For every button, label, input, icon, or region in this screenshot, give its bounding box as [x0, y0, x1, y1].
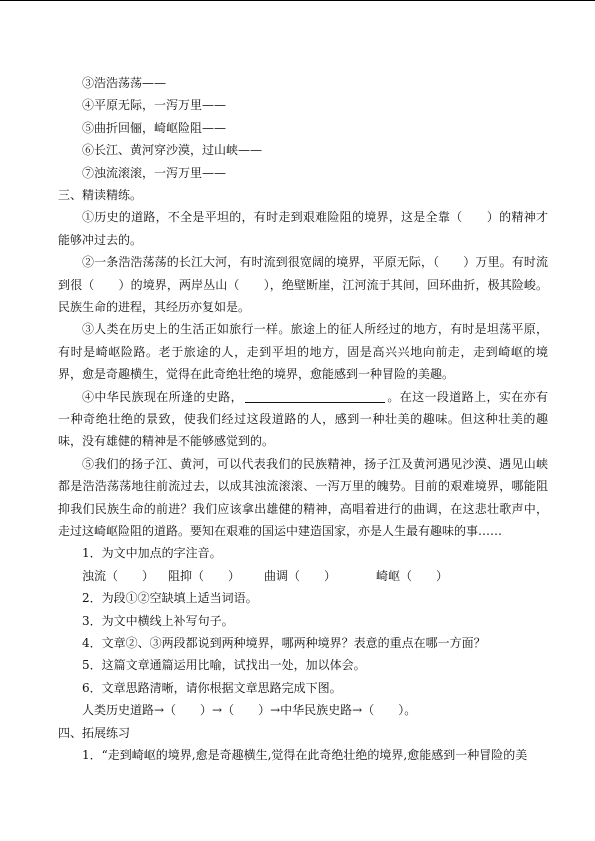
question-1: 1．为文中加点的字注音。	[82, 546, 222, 561]
question-4: 4．文章②、③两段都说到两种境界，哪两种境界？表意的重点在哪一方面？	[82, 636, 486, 650]
pinyin-item: 崎岖（ ）	[376, 568, 449, 583]
top-border	[0, 0, 595, 1]
fill-blank-line[interactable]	[245, 389, 385, 403]
section-3-title: 三、精读精练。	[58, 187, 143, 202]
document-page	[58, 72, 548, 766]
paragraph-4	[58, 386, 548, 453]
question-3: 3．为文中横线上补写句子。	[82, 613, 234, 628]
pinyin-row	[58, 565, 548, 587]
extension-question-1: 1．“走到崎岖的境界,愈是奇趣横生,觉得在此奇绝壮绝的境界,愈能感到一种冒险的美	[82, 747, 528, 762]
paragraph-4-rest: 。在这一段道路上，实在亦有一种奇绝壮绝的景致，使我们经过这段道路的人，感到一种壮美的趣味。但这种壮美的趣味，没有雄健的精神是不能够感觉到的。	[58, 389, 548, 449]
list-item: ③浩浩荡荡——	[82, 76, 167, 90]
paragraph-3: ③人类在历史上的生活正如旅行一样。旅途上的征人所经过的地方，有时是坦荡平原，有时是崎岖险路。老于旅途的人，走到平坦的地方，固是高兴兴地向前走，走到崎岖的境界，愈是奇趣横生，觉得在此奇绝壮绝的境界，愈能感到一种冒险的美趣。	[58, 322, 548, 382]
question-2: 2．为段①②空缺填上适当词语。	[82, 591, 258, 606]
paragraph-4-start: ④中华民族现在所逢的史路，	[82, 389, 243, 404]
list-item: ④平原无际，一泻万里——	[82, 98, 227, 113]
question-6: 6．文章思路清晰，请你根据文章思路完成下图。	[82, 680, 342, 695]
flow-diagram-text: 人类历史道路→（ ）→（ ）→中华民族史路→（ ）。	[82, 703, 417, 718]
question-5: 5．这篇文章通篇运用比喻，试找出一处，加以体会。	[82, 658, 366, 673]
pinyin-item: 阻抑（ ）	[168, 568, 241, 583]
list-item: ⑤曲折回俪，崎岖险阻——	[82, 120, 227, 135]
list-item: ⑦浊流滚滚，一泻万里——	[82, 165, 227, 180]
list-item: ⑥长江、黄河穿沙漠，过山峡——	[82, 143, 263, 158]
paragraph-5: ⑤我们的扬子江、黄河，可以代表我们的民族精神，扬子江及黄河遇见沙漠、遇见山峡都是浩浩荡荡地往前流过去，以成其浊流滚滚、一泻万里的魄势。目前的艰难境界，哪能阻抑我们民族生命的前进？我们应该拿出雄健的精神，高唱着进行的曲调，在这悲壮歌声中，走过这崎岖险阻的道路。要知在艰难的国运中建造国家，亦是人生最有趣味的事……	[58, 456, 548, 539]
pinyin-item: 曲调（ ）	[264, 568, 337, 583]
paragraph-2: ②一条浩浩荡荡的长江大河，有时流到很宽阔的境界，平原无际，（ ）万里。有时流到很（ ）的境界，两岸丛山（ ），绝壁断崖，江河流于其间，回环曲折，极其险峻。民族生命的进程，其经历亦复如是。	[58, 255, 548, 314]
section-4-title: 四、拓展练习	[58, 725, 131, 740]
pinyin-item: 浊流（ ）	[82, 568, 155, 583]
paragraph-1: ①历史的道路，不全是平坦的，有时走到艰难险阻的境界，这是全靠（ ）的精神才能够冲过去的。	[58, 210, 548, 247]
